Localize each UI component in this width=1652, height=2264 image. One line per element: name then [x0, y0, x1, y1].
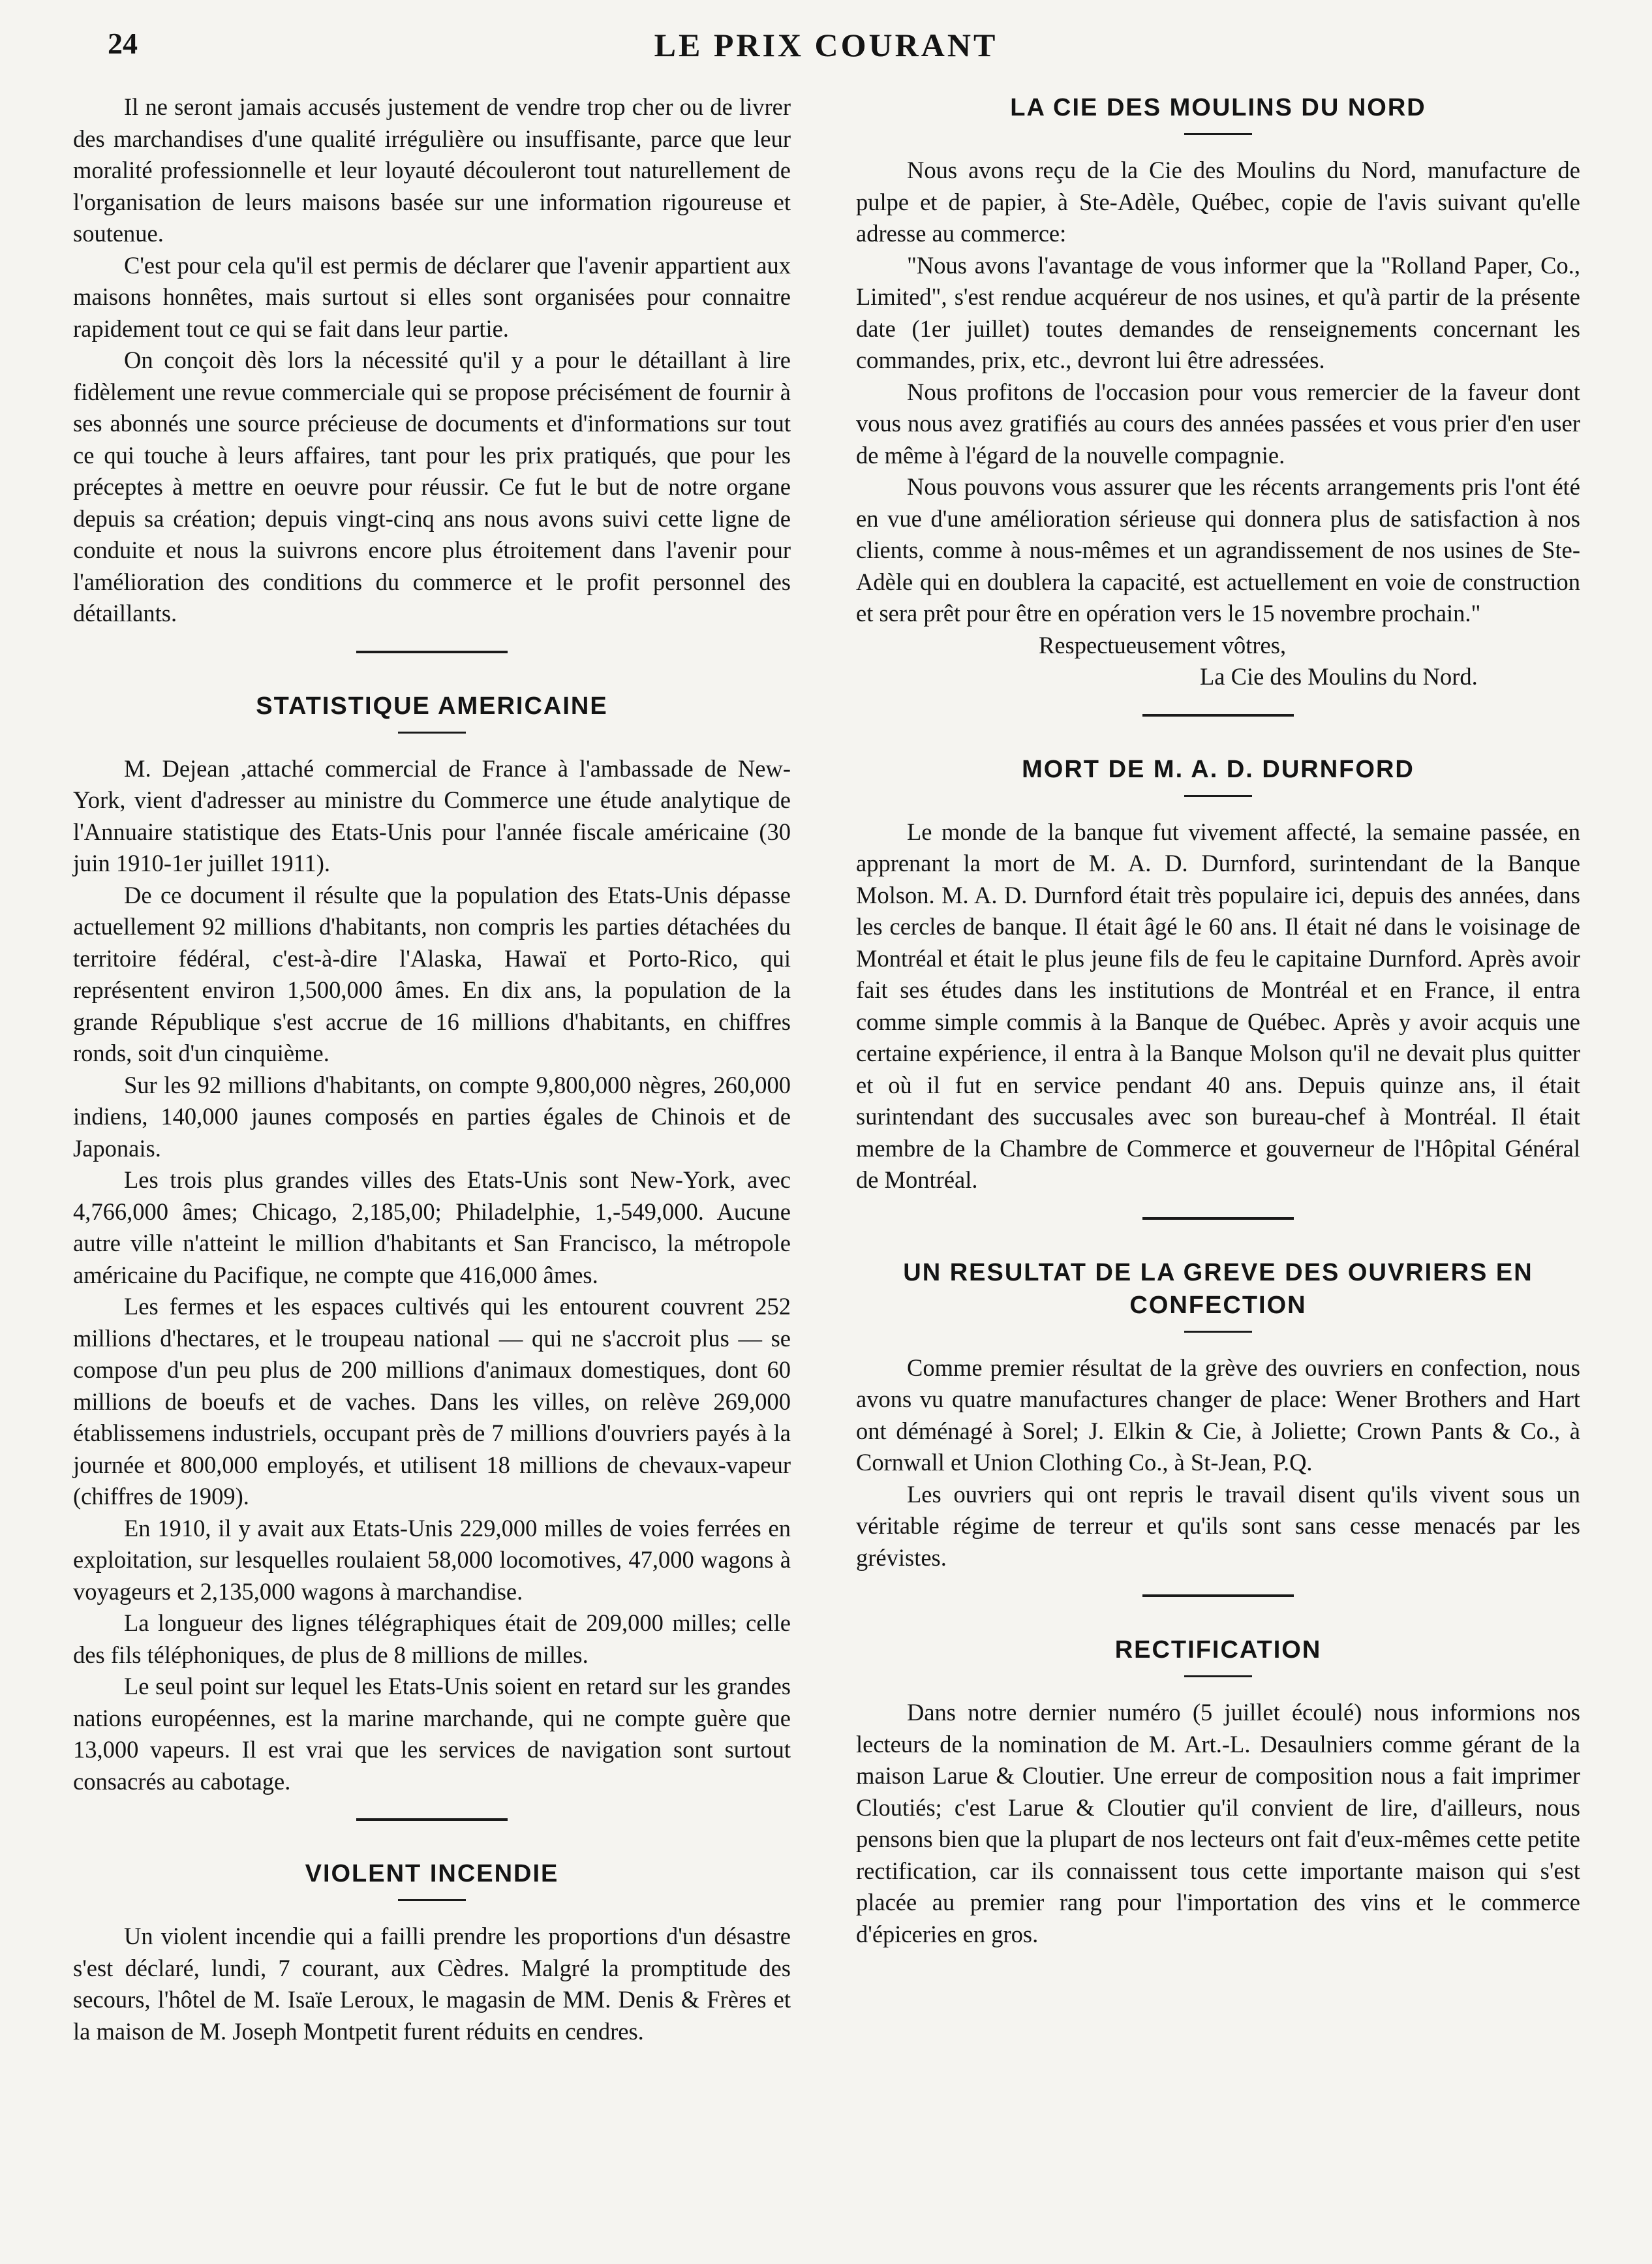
article-heading: LA CIE DES MOULINS DU NORD — [1010, 94, 1426, 121]
article-heading: VIOLENT INCENDIE — [305, 1860, 559, 1887]
article-paragraph: Le monde de la banque fut vivement affecté, la semaine passée, en apprenant la mort de M. A. D. Durnford, surintendant de la Banque Molson. M. A. D. Durnford était très populaire ici, depuis des années, dans les cercles de banque. Il était âgé le 60 ans. Il était né dans le voisinage de Montréal et était le plus jeune fils de feu le capitaine Durnford. Après avoir fait ses études dans les institutions de Montréal et en France, il entra comme simple commis à la Banque de Québec. Après y avoir acquis une certaine expérience, il entra à la Banque Molson qu'il ne devait plus quitter et où il fut en service pendant 40 ans. Depuis quinze ans, il était surintendant des succusales avec son bureau-chef à Montréal. Il était membre de la Chambre de Commerce et gouverneur de l'Hôpital Général de Montréal. — [856, 818, 1580, 1193]
statistique-article — [73, 690, 791, 1798]
article-paragraph: Nous avons reçu de la Cie des Moulins du Nord, manufacture de pulpe et de papier, à Ste-Adèle, Québec, copie de l'avis suivant qu'elle adresse au commerce: — [856, 157, 1580, 247]
article-paragraph: On conçoit dès lors la nécessité qu'il y a pour le détaillant à lire fidèlement une revue commerciale qui se propose précisément de fournir à ses abonnés une source précieuse de documents et d'informations sur tout ce qui touche à leurs affaires, tant pour les prix pratiqués, que pour les préceptes à mettre en oeuvre pour réussir. Ce fut le but de notre organe depuis sa création; depuis vingt-cinq ans nous avons suivi cette ligne de conduite et nous la suivrons encore plus étroitement dans l'avenir pour l'amélioration des conditions du commerce et le profit personnel des détaillants. — [73, 347, 791, 627]
section-divider — [356, 651, 508, 653]
incendie-article — [73, 1857, 791, 2047]
journal-title: LE PRIX COURANT — [654, 27, 998, 63]
heading-rule — [1184, 133, 1252, 135]
left-column — [73, 91, 791, 2047]
article-paragraph: Un violent incendie qui a failli prendre les proportions d'un désastre s'est déclaré, lundi, 7 courant, aux Cèdres. Malgré la promptitude des secours, l'hôtel de M. Isaïe Leroux, le magasin de MM. Denis & Frères et la maison de M. Joseph Montpetit furent réduits en cendres. — [73, 1923, 791, 2045]
article-paragraph: Les trois plus grandes villes des Etats-Unis sont New-York, avec 4,766,000 âmes; Chicago, 2,185,00; Philadelphie, 1,-549,000. Aucune autre ville n'atteint le million d'habitants et San Francisco, la métropole américaine du Pacifique, ne compte que 416,000 âmes. — [73, 1166, 791, 1288]
heading-rule — [398, 732, 466, 734]
section-divider — [1142, 1217, 1294, 1220]
article-paragraph: Sur les 92 millions d'habitants, on compte 9,800,000 nègres, 260,000 indiens, 140,000 jaunes composés en parties égales de Chinois et de Japonais. — [73, 1071, 791, 1162]
article-paragraph: En 1910, il y avait aux Etats-Unis 229,000 milles de voies ferrées en exploitation, sur lesquelles roulaient 58,000 locomotives, 47,000 wagons à voyageurs et 2,135,000 wagons à marchandise. — [73, 1514, 791, 1605]
article-paragraph: Nous profitons de l'occasion pour vous remercier de la faveur dont vous nous avez gratifiés au cours des années passées et vous prier d'en user de même à l'égard de la nouvelle compagnie. — [856, 378, 1580, 469]
letter-signature: La Cie des Moulins du Nord. — [1200, 663, 1478, 690]
article-paragraph: La longueur des lignes télégraphiques était de 209,000 milles; celle des fils téléphoniques, de plus de 8 millions de milles. — [73, 1609, 791, 1668]
greve-article — [856, 1256, 1580, 1574]
article-paragraph: Les fermes et les espaces cultivés qui les entourent couvrent 252 millions d'hectares, et le troupeau national — qui ne s'accroit plus — se compose d'un peu plus de 200 millions d'animaux domestiques, dont 60 millions de boeufs et de vaches. Dans les villes, on relève 269,000 établissemens industriels, occupant près de 7 millions d'ouvriers payés à la journée et 800,000 employés, et utilisent 18 millions de chevaux-vapeur (chiffres de 1909). — [73, 1293, 791, 1510]
heading-rule — [398, 1899, 466, 1901]
article-paragraph: De ce document il résulte que la population des Etats-Unis dépasse actuellement 92 millions d'habitants, non compris les parties détachées du territoire fédéral, c'est-à-dire l'Alaska, Hawaï et Porto-Rico, qui représentent environ 1,500,000 âmes. En dix ans, la population de la grande République s'est accrue de 16 millions d'habitants, en chiffres ronds, soit d'un cinquième. — [73, 881, 791, 1066]
article-heading: STATISTIQUE AMERICAINE — [256, 692, 608, 720]
heading-rule — [1184, 1331, 1252, 1333]
right-column — [856, 91, 1580, 1950]
article-paragraph: C'est pour cela qu'il est permis de déclarer que l'avenir appartient aux maisons honnêtes, mais surtout si elles sont organisées pour connaitre rapidement tout ce qui se fait dans leur partie. — [73, 251, 791, 342]
section-divider — [1142, 714, 1294, 717]
page-number: 24 — [108, 27, 138, 60]
article-paragraph: Les ouvriers qui ont repris le travail disent qu'ils vivent sous un véritable régime de terreur et qu'ils sont sans cesse menacés par les grévistes. — [856, 1480, 1580, 1571]
article-heading: MORT DE M. A. D. DURNFORD — [1022, 755, 1415, 783]
article-paragraph: Dans notre dernier numéro (5 juillet écoulé) nous informions nos lecteurs de la nomination de M. Art.-L. Desaulniers comme gérant de la maison Larue & Cloutier. Une erreur de composition nous a fait imprimer Cloutiés; c'est Larue & Cloutier qu'il convient de lire, d'ailleurs, nous pensons bien que la plupart de nos lecteurs ont fait d'eux-mêmes cette petite rectification, car ils connaissent tous cette importante maison qui s'est placée au premier rang pour l'importation des vins et le commerce d'épiceries en gros. — [856, 1699, 1580, 1947]
rectification-article — [856, 1634, 1580, 1950]
article-heading: UN RESULTAT DE LA GREVE DES OUVRIERS EN CONFECTION — [903, 1258, 1533, 1319]
section-divider — [1142, 1594, 1294, 1597]
page-header — [0, 26, 1652, 65]
article-paragraph: Nous pouvons vous assurer que les récents arrangements pris l'ont été en vue d'une amélioration sérieuse qui donnera plus de satisfaction à nos clients, comme à nous-mêmes et un agrandissement de nos usines de Ste-Adèle qui en doublera la capacité, est actuellement en voie de construction et sera prêt pour être en opération vers le 15 novembre prochain." — [856, 473, 1580, 627]
article-paragraph: M. Dejean ,attaché commercial de France à l'ambassade de New-York, vient d'adresser au ministre du Commerce une étude analytique de l'Annuaire statistique des Etats-Unis pour l'année fiscale américaine (30 juin 1910-1er juillet 1911). — [73, 754, 791, 876]
moulins-article — [856, 91, 1580, 693]
article-paragraph: Le seul point sur lequel les Etats-Unis soient en retard sur les grandes nations européennes, est la marine marchande, qui ne compte guère que 13,000 vapeurs. Il est vrai que les services de navigation sont surtout consacrés au cabotage. — [73, 1673, 791, 1795]
article-paragraph: "Nous avons l'avantage de vous informer que la "Rolland Paper, Co., Limited", s'est rendue acquéreur de nos usines, et qu'à partir de la présente date (1er juillet) toutes demandes de renseignements concernant les commandes, prix, etc., devront lui être adressées. — [856, 251, 1580, 373]
heading-rule — [1184, 795, 1252, 797]
article-paragraph: Il ne seront jamais accusés justement de vendre trop cher ou de livrer des marchandises d'une qualité irrégulière ou insuffisante, parce que leur moralité professionnelle et leur loyauté découleront tout naturellement de l'organisation de leurs maisons basée sur une information rigoureuse et soutenue. — [73, 93, 791, 247]
article-heading: RECTIFICATION — [1114, 1636, 1322, 1664]
intro-article — [73, 91, 791, 630]
durnford-article — [856, 753, 1580, 1196]
article-paragraph: Comme premier résultat de la grève des ouvriers en confection, nous avons vu quatre manufactures changer de place: Wener Brothers and Hart ont déménagé à Sorel; J. Elkin & Cie, à Joliette; Crown Pants & Co., à Cornwall et Union Clothing Co., à St-Jean, P.Q. — [856, 1354, 1580, 1476]
heading-rule — [1184, 1675, 1252, 1677]
letter-closing: Respectueusement vôtres, — [1039, 631, 1287, 659]
section-divider — [356, 1818, 508, 1821]
